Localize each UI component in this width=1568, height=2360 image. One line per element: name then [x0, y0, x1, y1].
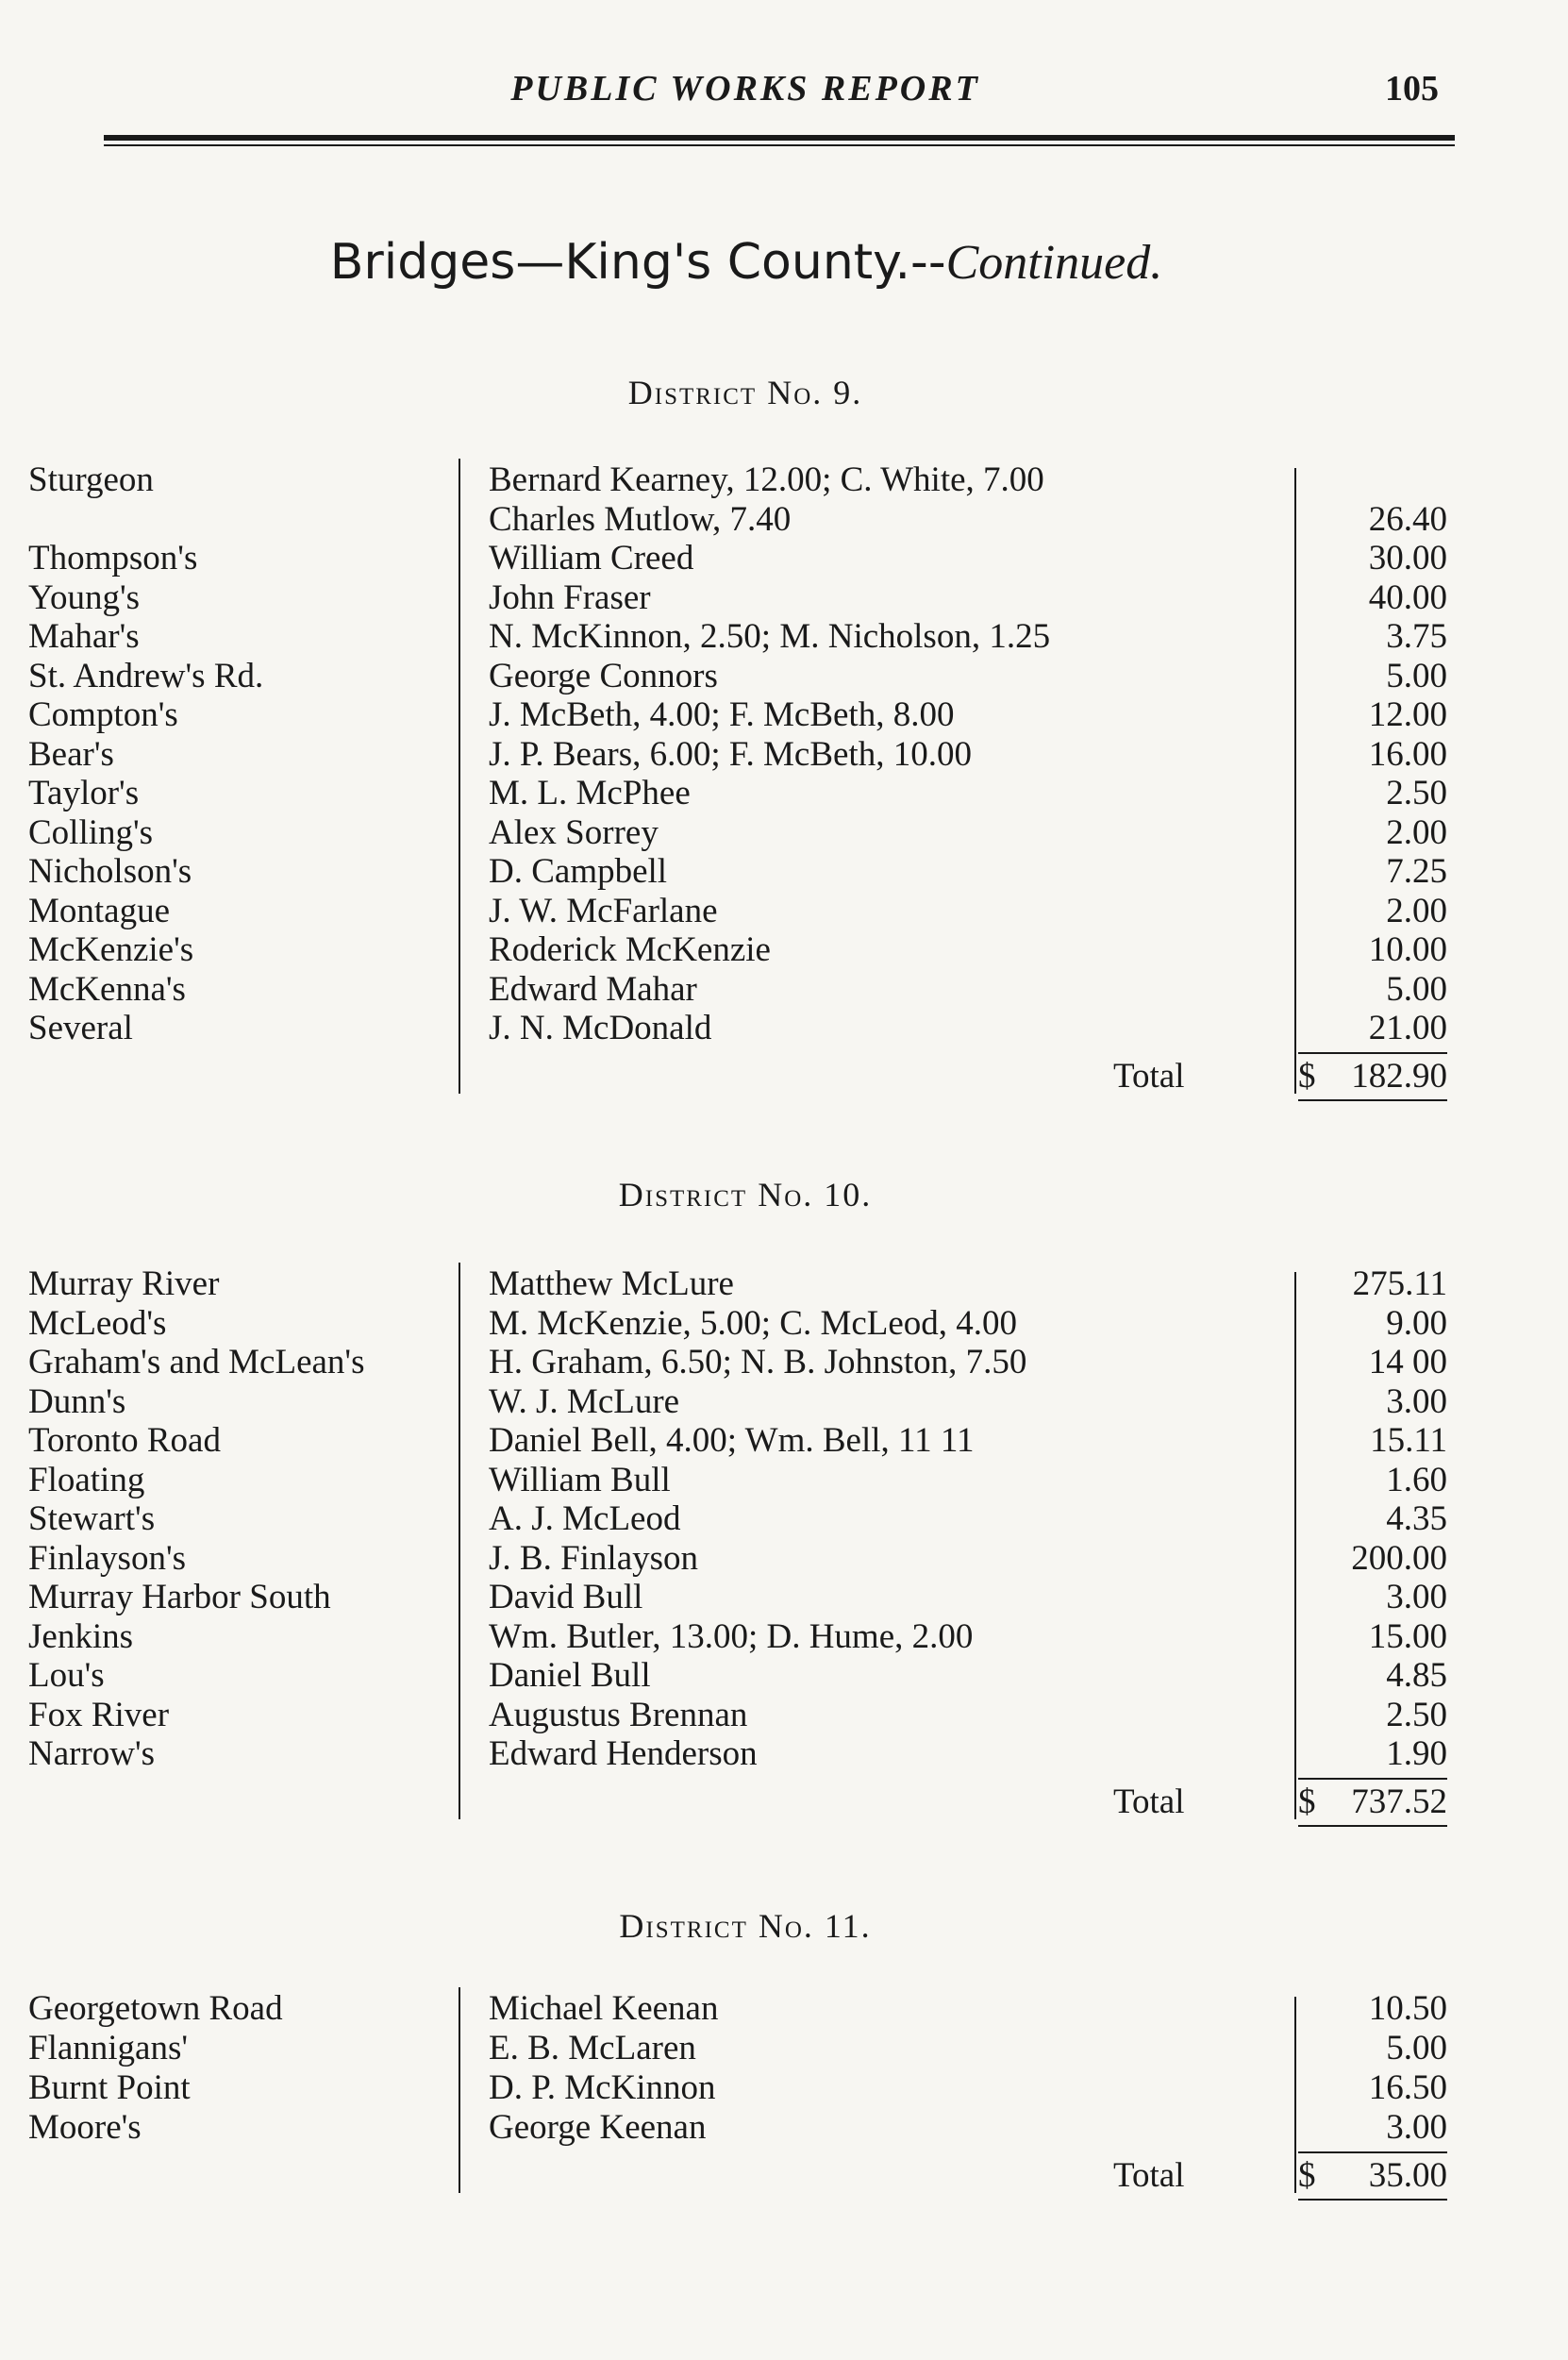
amount: 26.40 [1368, 499, 1447, 539]
total-amount: 35.00 [1368, 2156, 1447, 2195]
bridge-name: Stewart's [28, 1499, 156, 1538]
header-rule-thin [104, 144, 1455, 146]
dollar-sign: $ [1298, 1056, 1316, 1096]
payee: Roderick McKenzie [489, 930, 771, 969]
page-number: 105 [1385, 69, 1439, 109]
table-row [0, 1989, 1568, 2029]
amount: 3.00 [1386, 1381, 1447, 1421]
total-underline [1298, 1099, 1447, 1101]
table-row [0, 852, 1568, 892]
payee: H. Graham, 6.50; N. B. Johnston, 7.50 [489, 1343, 1027, 1381]
payee: M. McKenzie, 5.00; C. McLeod, 4.00 [489, 1303, 1018, 1343]
table-row [0, 539, 1568, 578]
bridge-name: Several [28, 1009, 133, 1047]
bridge-name: Montague [28, 891, 171, 930]
table-row [0, 970, 1568, 1010]
running-header: PUBLIC WORKS REPORT [510, 69, 980, 109]
amount: 4.85 [1386, 1656, 1447, 1695]
sum-rule [1298, 2151, 1447, 2153]
table-row [0, 1539, 1568, 1579]
payee: Edward Henderson [489, 1734, 758, 1773]
total-amount: 182.90 [1351, 1056, 1447, 1096]
amount: 5.00 [1386, 969, 1447, 1009]
amount: 9.00 [1386, 1303, 1447, 1343]
bridge-name: St. Andrew's Rd. [28, 656, 264, 695]
bridge-name: Graham's and McLean's [28, 1343, 365, 1381]
table-row [0, 1264, 1568, 1304]
amount: 15.00 [1368, 1616, 1447, 1656]
total-underline [1298, 1825, 1447, 1827]
table-row [0, 774, 1568, 813]
table-row [0, 500, 1568, 540]
payee: William Creed [489, 539, 694, 577]
district-heading: District No. 9. [627, 374, 863, 411]
payee: Augustus Brennan [489, 1695, 748, 1734]
amount: 3.75 [1386, 617, 1447, 656]
amount: 2.50 [1386, 774, 1447, 812]
payee: John Fraser [489, 577, 651, 617]
table-row [0, 1382, 1568, 1422]
amount: 200.00 [1351, 1538, 1447, 1578]
table-row [0, 695, 1568, 735]
district-heading: District No. 11. [619, 1907, 872, 1945]
amount: 4.35 [1386, 1499, 1447, 1538]
amount: 2.00 [1386, 812, 1447, 852]
payee: William Bull [489, 1460, 671, 1499]
bridge-name: Fox River [28, 1695, 170, 1734]
bridge-name: Burnt Point [28, 2068, 191, 2107]
table-row [0, 657, 1568, 696]
amount: 1.90 [1386, 1734, 1447, 1773]
total-row [0, 1056, 1568, 1097]
payee: David Bull [489, 1578, 643, 1616]
total-label: Total [1113, 1782, 1185, 1821]
bridge-name: Bear's [28, 734, 114, 774]
payee: J. B. Finlayson [489, 1538, 699, 1578]
bridge-name: Sturgeon [28, 460, 154, 499]
amount: 2.50 [1386, 1695, 1447, 1734]
table-row [0, 1656, 1568, 1696]
amount: 21.00 [1368, 1009, 1447, 1047]
sum-rule [1298, 1052, 1447, 1054]
sum-rule [1298, 1778, 1447, 1780]
amount: 275.11 [1352, 1264, 1447, 1303]
amount: 3.00 [1386, 1578, 1447, 1616]
amount: 16.00 [1368, 734, 1447, 774]
payee: Bernard Kearney, 12.00; C. White, 7.00 [489, 460, 1044, 499]
bridge-name: Jenkins [28, 1616, 133, 1656]
table-row [0, 2029, 1568, 2068]
payee: J. P. Bears, 6.00; F. McBeth, 10.00 [489, 734, 972, 774]
total-underline [1298, 2199, 1447, 2201]
amount: 30.00 [1368, 539, 1447, 577]
table-row [0, 1009, 1568, 1048]
payee: W. J. McLure [489, 1381, 680, 1421]
bridge-name: McKenzie's [28, 930, 194, 969]
amount: 40.00 [1368, 577, 1447, 617]
total-row [0, 1782, 1568, 1823]
amount: 2.00 [1386, 891, 1447, 930]
section-title-text: Bridges—King's County.-- [329, 234, 946, 291]
section-title-continued: Continued. [945, 236, 1163, 290]
bridge-name: Moore's [28, 2108, 142, 2147]
bridge-name: Lou's [28, 1656, 105, 1695]
payee: N. McKinnon, 2.50; M. Nicholson, 1.25 [489, 617, 1051, 656]
bridge-name: Floating [28, 1460, 145, 1499]
bridge-name: Murray Harbor South [28, 1578, 331, 1616]
payee: George Connors [489, 656, 718, 695]
bridge-name: Thompson's [28, 539, 198, 577]
bridge-name: Mahar's [28, 617, 140, 656]
amount: 15.11 [1370, 1421, 1447, 1460]
payee: M. L. McPhee [489, 774, 691, 812]
bridge-name: Toronto Road [28, 1421, 221, 1460]
amount: 12.00 [1368, 695, 1447, 734]
table-row [0, 2068, 1568, 2108]
total-label: Total [1113, 2156, 1185, 2195]
amount: 7.25 [1386, 852, 1447, 891]
payee: E. B. McLaren [489, 2029, 696, 2067]
payee: J. McBeth, 4.00; F. McBeth, 8.00 [489, 695, 955, 734]
bridge-name: Nicholson's [28, 852, 192, 891]
payee: Matthew McLure [489, 1264, 734, 1303]
bridge-name: McKenna's [28, 969, 186, 1009]
payee: Michael Keenan [489, 1989, 719, 2028]
bridge-name: Narrow's [28, 1734, 156, 1773]
table-row [0, 1734, 1568, 1774]
bridge-name: McLeod's [28, 1303, 167, 1343]
payee: Edward Mahar [489, 969, 697, 1009]
table-row [0, 578, 1568, 618]
dollar-sign: $ [1298, 1782, 1316, 1821]
payee: Daniel Bull [489, 1656, 651, 1695]
amount: 5.00 [1386, 2029, 1447, 2067]
payee: D. Campbell [489, 852, 668, 891]
header-rule [104, 135, 1455, 141]
bridge-name: Young's [28, 577, 141, 617]
table-row [0, 2108, 1568, 2148]
table-row [0, 1421, 1568, 1461]
payee: J. W. McFarlane [489, 891, 718, 930]
section-title [0, 234, 1493, 291]
total-amount: 737.52 [1351, 1782, 1447, 1821]
table-row [0, 735, 1568, 775]
table-row [0, 1578, 1568, 1617]
table-row [0, 1499, 1568, 1539]
bridge-name: Dunn's [28, 1381, 126, 1421]
payee: George Keenan [489, 2108, 707, 2147]
total-row [0, 2155, 1568, 2197]
amount: 5.00 [1386, 656, 1447, 695]
payee: Charles Mutlow, 7.40 [489, 499, 792, 539]
table-row [0, 460, 1568, 500]
amount: 14 00 [1368, 1343, 1447, 1381]
district-heading: District No. 10. [618, 1176, 873, 1213]
bridge-name: Murray River [28, 1264, 220, 1303]
amount: 16.50 [1368, 2068, 1447, 2107]
amount: 10.00 [1368, 930, 1447, 969]
bridge-name: Colling's [28, 812, 154, 852]
table-row [0, 1461, 1568, 1500]
payee: Alex Sorrey [489, 812, 659, 852]
table-row [0, 1617, 1568, 1657]
payee: Wm. Butler, 13.00; D. Hume, 2.00 [489, 1616, 974, 1656]
table-row [0, 617, 1568, 657]
amount: 1.60 [1386, 1460, 1447, 1499]
payee: D. P. McKinnon [489, 2068, 716, 2107]
amount: 10.50 [1368, 1989, 1447, 2028]
table-row [0, 892, 1568, 931]
bridge-name: Taylor's [28, 774, 140, 812]
table-row [0, 1304, 1568, 1344]
table-row [0, 813, 1568, 853]
bridge-name: Finlayson's [28, 1538, 187, 1578]
dollar-sign: $ [1298, 2156, 1316, 2195]
total-label: Total [1113, 1056, 1185, 1096]
table-row [0, 1696, 1568, 1735]
payee: Daniel Bell, 4.00; Wm. Bell, 11 11 [489, 1421, 975, 1460]
bridge-name: Georgetown Road [28, 1989, 283, 2028]
bridge-name: Flannigans' [28, 2029, 189, 2067]
table-row [0, 930, 1568, 970]
bridge-name: Compton's [28, 695, 178, 734]
payee: A. J. McLeod [489, 1499, 681, 1538]
amount: 3.00 [1386, 2108, 1447, 2147]
payee: J. N. McDonald [489, 1009, 712, 1047]
table-row [0, 1343, 1568, 1382]
